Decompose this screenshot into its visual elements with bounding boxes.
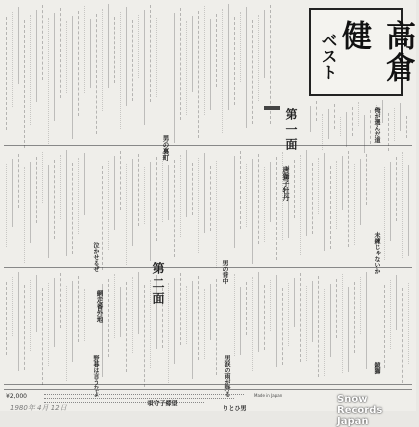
- lyric-line: [408, 165, 414, 256]
- song-title: 男の背中: [221, 260, 228, 284]
- lyric-line: [216, 161, 222, 268]
- song-title: 男の裏町: [161, 135, 170, 161]
- song-title: 野暮は言うなよ: [92, 355, 99, 397]
- lyric-line: [406, 116, 412, 138]
- section-divider: [4, 384, 412, 385]
- lyric-line: [156, 18, 162, 97]
- song-title: 望郷子守唄: [146, 400, 177, 406]
- made-in-japan: Made in Japan: [254, 393, 283, 398]
- price: ¥2,000: [6, 393, 27, 400]
- artist-name: 高倉健: [336, 20, 415, 84]
- song-title: 男涙の雨が降る: [223, 355, 230, 397]
- song-title: 鏡獅: [373, 362, 380, 374]
- section-divider: [4, 267, 412, 268]
- song-title: 未練じゃないか: [373, 232, 380, 274]
- lyric-line: [366, 154, 372, 205]
- song-title: 俺が選んだ道: [373, 107, 380, 143]
- section-bullet-icon: [263, 100, 281, 116]
- lyric-line: [216, 279, 222, 375]
- lyric-line: [366, 272, 372, 369]
- artist-box: [309, 8, 415, 96]
- song-title: 泣かせるぜ: [92, 242, 99, 272]
- album-subtitle: ベスト: [319, 32, 338, 80]
- lyric-line: [84, 289, 90, 341]
- song-title: 唐獅子牡丹: [282, 166, 291, 201]
- side-b-label: 第二面: [151, 262, 165, 307]
- lyric-line: [84, 153, 90, 215]
- song-title: 男ひとり: [221, 405, 246, 411]
- handwritten-note: 1980年 4月 12日: [10, 404, 67, 412]
- store-watermark: Snow Records Japan: [337, 394, 383, 427]
- song-title: 網走番外地: [95, 290, 104, 323]
- side-a-label: 第一面: [284, 108, 298, 153]
- lyric-line: [408, 283, 414, 364]
